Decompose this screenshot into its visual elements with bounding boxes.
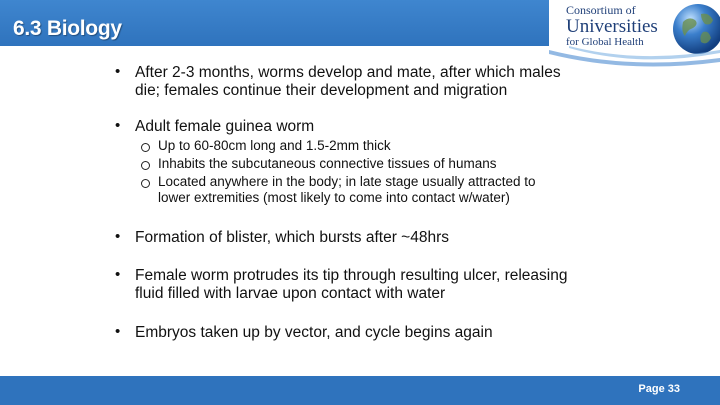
bullet-3: [135, 229, 449, 247]
bullet-marker: •: [115, 323, 121, 340]
bullet-marker: •: [115, 117, 121, 134]
bullet-1-line-1: After 2-3 months, worms develop and mate, after which males: [135, 64, 561, 81]
bullet-4-line-2: fluid filled with larvae upon contact with water: [135, 285, 446, 302]
sub-bullet-3-line-2: lower extremities (most likely to come into contact w/water): [158, 190, 510, 205]
bullet-2-line-1: Adult female guinea worm: [135, 118, 315, 135]
bullet-1: [135, 64, 561, 100]
sub-bullet-1-line-1: Up to 60-80cm long and 1.5-2mm thick: [158, 138, 391, 153]
bullet-3-line-1: Formation of blister, which bursts after ~48hrs: [135, 229, 450, 246]
slide-title: 6.3 Biology: [13, 17, 122, 40]
logo-line-3: for Global Health: [566, 36, 644, 48]
bullet-2: [135, 118, 314, 136]
bullet-marker: •: [115, 266, 121, 283]
bullet-marker: •: [115, 63, 121, 80]
bullet-marker: •: [115, 228, 121, 245]
bullet-5: [135, 324, 493, 342]
footer-bar: [0, 376, 720, 405]
sub-bullet-marker: [141, 143, 150, 152]
page-number: Page 33: [638, 383, 680, 395]
sub-bullet-1: [158, 138, 391, 154]
bullet-4: [135, 267, 567, 303]
bullet-5-line-1: Embryos taken up by vector, and cycle begins again: [135, 324, 493, 341]
logo-line-1: Consortium of: [566, 3, 636, 17]
sub-bullet-3: [158, 174, 536, 206]
bullet-1-line-2: die; females continue their development and migration: [135, 82, 508, 99]
sub-bullet-2-line-1: Inhabits the subcutaneous connective tissues of humans: [158, 156, 497, 171]
sub-bullet-marker: [141, 161, 150, 170]
sub-bullet-marker: [141, 179, 150, 188]
bullet-4-line-1: Female worm protrudes its tip through resulting ulcer, releasing: [135, 267, 568, 284]
sub-bullet-3-line-1: Located anywhere in the body; in late stage usually attracted to: [158, 174, 536, 189]
logo-line-2: Universities: [566, 16, 658, 37]
sub-bullet-2: [158, 156, 496, 172]
